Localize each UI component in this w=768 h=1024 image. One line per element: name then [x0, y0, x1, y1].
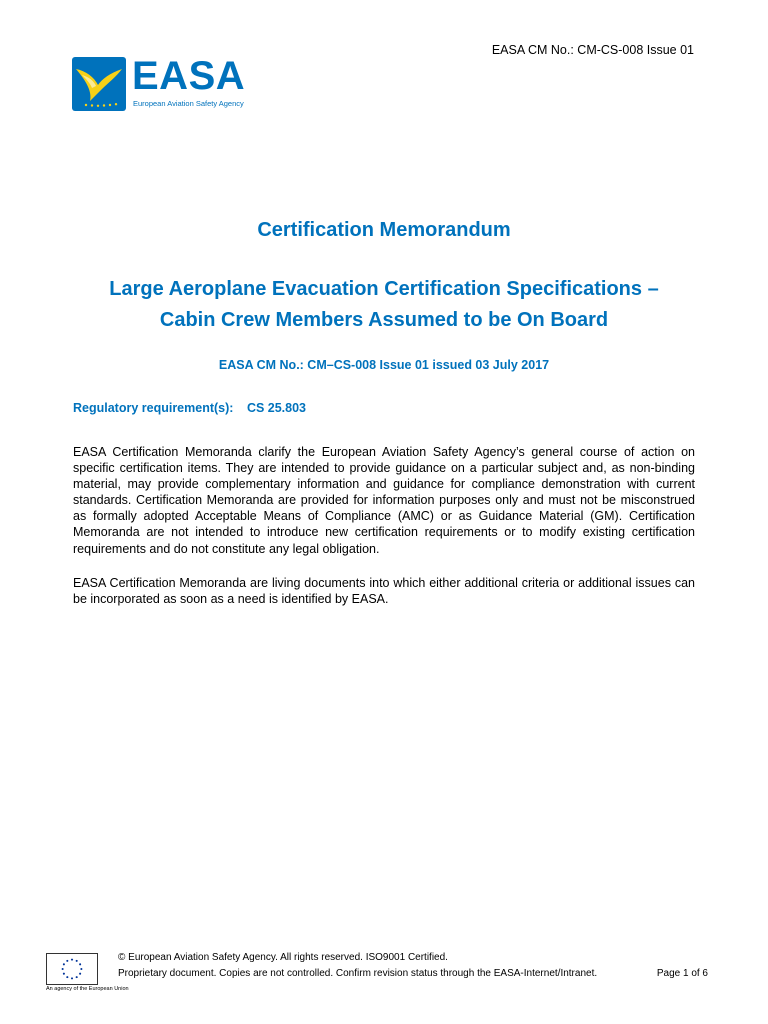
eu-star [71, 977, 73, 979]
document-title [40, 274, 728, 336]
eu-star [76, 960, 78, 962]
eu-agency-caption: An agency of the European Union [46, 986, 129, 992]
regulatory-value: CS 25.803 [246, 401, 307, 415]
eu-star [79, 963, 81, 965]
eu-star [76, 976, 78, 978]
eu-star [79, 973, 81, 975]
eu-star [62, 968, 64, 970]
easa-bird-emblem-icon [72, 57, 126, 111]
issue-line: EASA CM No.: CM–CS-008 Issue 01 issued 03 July 2017 [218, 358, 550, 372]
eu-flag-icon [46, 953, 98, 985]
eu-star [80, 968, 82, 970]
paragraph-living-document: EASA Certification Memoranda are living documents into which either additional criteria or additional issues can be incorporated as soon as a need is identified by EASA. [73, 576, 695, 607]
easa-logo [72, 54, 246, 113]
eu-star [66, 960, 68, 962]
document-title-line-1: Large Aeroplane Evacuation Certification Specifications – [109, 278, 659, 300]
logo-subtitle: European Aviation Safety Agency [133, 99, 244, 108]
page-number: Page 1 of 6 [656, 968, 708, 979]
logo-wordmark: EASA [132, 54, 246, 98]
regulatory-requirements [73, 401, 306, 415]
paragraph-purpose: EASA Certification Memoranda clarify the European Aviation Safety Agency’s general course of action on specific certification items. They are intended to provide guidance on a particular subject and, as non-binding material, may provide complementary information and guidance for compliance demonstration with current standards. Certification Memoranda are provided for information purposes only and must not be misconstrued as formally adopted Acceptable Means of Compliance (AMC) or as Guidance Material (GM). Certification Memoranda are not intended to introduce new certification requirements or to modify existing certification requirements and do not constitute any legal obligation. [73, 445, 695, 556]
footer-notice: Proprietary document. Copies are not controlled. Confirm revision status through the EASA-Internet/Intranet. [118, 968, 598, 979]
eu-star [66, 976, 68, 978]
page-footer [0, 948, 768, 998]
footer-copyright: © European Aviation Safety Agency. All rights reserved. ISO9001 Certified. [118, 952, 448, 963]
eu-star [63, 963, 65, 965]
regulatory-label: Regulatory requirement(s): [73, 401, 234, 415]
eu-star [63, 973, 65, 975]
header-reference: EASA CM No.: CM-CS-008 Issue 01 [491, 43, 694, 57]
memorandum-heading: Certification Memorandum [257, 219, 511, 241]
document-title-line-2: Cabin Crew Members Assumed to be On Board [159, 309, 609, 331]
eu-star [71, 959, 73, 961]
